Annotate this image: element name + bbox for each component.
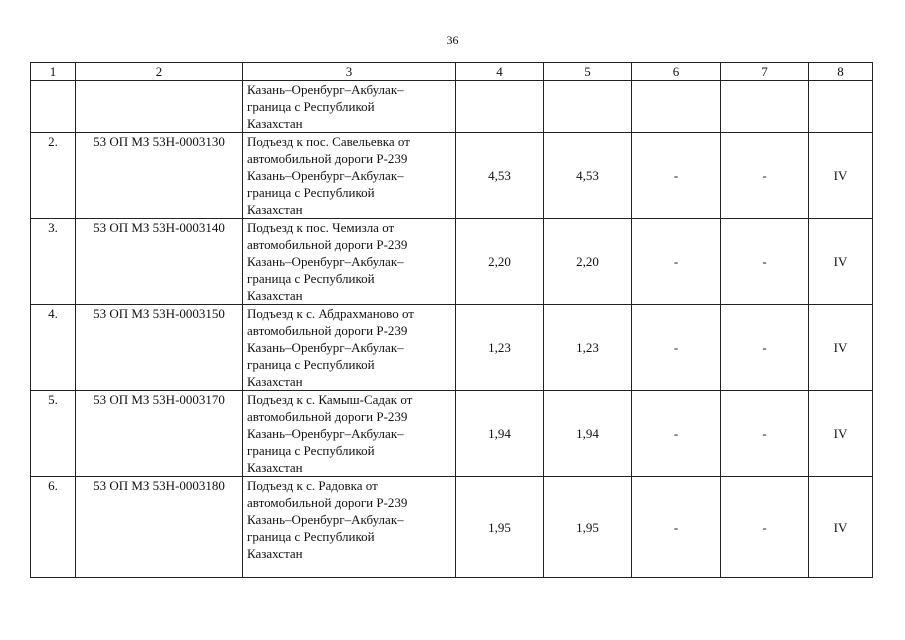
col5-value bbox=[544, 81, 632, 133]
col4-value bbox=[456, 81, 544, 133]
col5-value: 2,20 bbox=[544, 219, 632, 305]
row-number: 3. bbox=[31, 219, 76, 305]
row-number: 4. bbox=[31, 305, 76, 391]
col5-value: 4,53 bbox=[544, 133, 632, 219]
table-row bbox=[31, 305, 873, 391]
header-cell: 6 bbox=[632, 63, 721, 81]
page-number: 36 bbox=[446, 33, 459, 47]
row-number: 2. bbox=[31, 133, 76, 219]
table-row bbox=[31, 391, 873, 477]
road-code bbox=[76, 81, 243, 133]
col7-value: - bbox=[721, 477, 809, 578]
road-name: Подъезд к пос. Савельевка от автомобильной дороги Р-239 Казань–Оренбург–Акбулак– граница с Республикой Казахстан bbox=[243, 133, 456, 219]
road-category: IV bbox=[809, 133, 873, 219]
col7-value: - bbox=[721, 305, 809, 391]
col6-value: - bbox=[632, 133, 721, 219]
table-row bbox=[31, 133, 873, 219]
road-name: Подъезд к с. Камыш-Садак от автомобильной дороги Р-239 Казань–Оренбург–Акбулак– граница с Республикой Казахстан bbox=[243, 391, 456, 477]
col5-value: 1,94 bbox=[544, 391, 632, 477]
roads-table bbox=[30, 62, 873, 578]
col4-value: 4,53 bbox=[456, 133, 544, 219]
road-category: IV bbox=[809, 305, 873, 391]
road-category: IV bbox=[809, 477, 873, 578]
road-code: 53 ОП МЗ 53Н-0003150 bbox=[76, 305, 243, 391]
header-cell: 7 bbox=[721, 63, 809, 81]
continuation-row bbox=[31, 81, 873, 133]
road-code: 53 ОП МЗ 53Н-0003180 bbox=[76, 477, 243, 578]
road-name: Казань–Оренбург–Акбулак– граница с Республикой Казахстан bbox=[243, 81, 456, 133]
row-number bbox=[31, 81, 76, 133]
header-cell: 1 bbox=[31, 63, 76, 81]
col6-value: - bbox=[632, 477, 721, 578]
col6-value: - bbox=[632, 219, 721, 305]
header-row bbox=[31, 63, 873, 81]
col5-value: 1,95 bbox=[544, 477, 632, 578]
road-category bbox=[809, 81, 873, 133]
header-cell: 2 bbox=[76, 63, 243, 81]
road-code: 53 ОП МЗ 53Н-0003140 bbox=[76, 219, 243, 305]
header-cell: 5 bbox=[544, 63, 632, 81]
road-name: Подъезд к с. Абдрахманово от автомобильной дороги Р-239 Казань–Оренбург–Акбулак– граница с Республикой Казахстан bbox=[243, 305, 456, 391]
col4-value: 2,20 bbox=[456, 219, 544, 305]
road-code: 53 ОП МЗ 53Н-0003170 bbox=[76, 391, 243, 477]
table-row bbox=[31, 219, 873, 305]
header-cell: 4 bbox=[456, 63, 544, 81]
road-name: Подъезд к с. Радовка от автомобильной дороги Р-239 Казань–Оренбург–Акбулак– граница с Республикой Казахстан bbox=[243, 477, 456, 578]
col7-value: - bbox=[721, 219, 809, 305]
col7-value: - bbox=[721, 133, 809, 219]
road-category: IV bbox=[809, 219, 873, 305]
road-code: 53 ОП МЗ 53Н-0003130 bbox=[76, 133, 243, 219]
road-name: Подъезд к пос. Чемизла от автомобильной дороги Р-239 Казань–Оренбург–Акбулак– граница с Республикой Казахстан bbox=[243, 219, 456, 305]
col7-value: - bbox=[721, 391, 809, 477]
col6-value: - bbox=[632, 391, 721, 477]
col4-value: 1,94 bbox=[456, 391, 544, 477]
col6-value: - bbox=[632, 305, 721, 391]
col7-value bbox=[721, 81, 809, 133]
col5-value: 1,23 bbox=[544, 305, 632, 391]
row-number: 6. bbox=[31, 477, 76, 578]
col6-value bbox=[632, 81, 721, 133]
row-number: 5. bbox=[31, 391, 76, 477]
col4-value: 1,23 bbox=[456, 305, 544, 391]
col4-value: 1,95 bbox=[456, 477, 544, 578]
table-row bbox=[31, 477, 873, 578]
header-cell: 3 bbox=[243, 63, 456, 81]
header-cell: 8 bbox=[809, 63, 873, 81]
road-category: IV bbox=[809, 391, 873, 477]
